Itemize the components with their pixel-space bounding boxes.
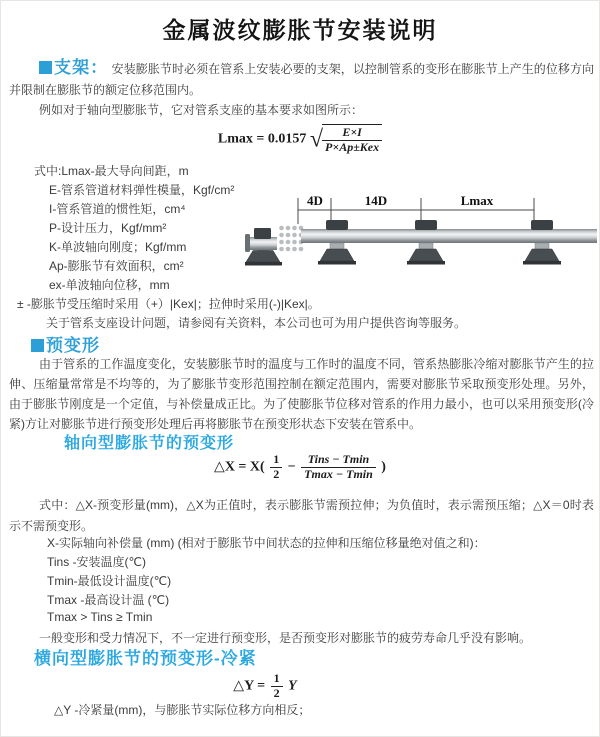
x-definition: X-实际轴向补偿量 (mm) (相对于膨胀节中间状态的拉伸和压缩位移量绝对值之和)： [47,536,486,550]
bellows [277,224,304,253]
section-marker-icon [31,339,44,352]
temp-fraction-numerator: Tins − Tmin [301,453,376,468]
half-numerator: 1 [270,453,282,468]
anchor-base-plate [245,262,282,266]
sqrt-radicand [322,124,382,155]
anchor-base [246,251,280,263]
formula-dx-half [270,453,282,482]
support-section-heading: 支架： [54,58,109,77]
preform-section-heading-row [31,331,100,356]
sqrt-sign: √ [309,126,324,153]
pipe-end-flange [245,234,250,252]
where-line: 式中:Lmax-最大导向间距，m [34,164,189,178]
minus-sign: − [287,459,296,475]
def-item-E: E-管系管道材料弹性模量，Kgf/cm² [49,183,235,197]
axial-note: 一般变形和受力情况下，不一定进行预变形，是否预变形对膨胀节的疲劳寿命几乎没有影响。 [39,631,532,645]
lateral-note: △Y -冷紧量(mm)，与膨胀节实际位移方向相反； [54,703,311,717]
preform-paragraph: 由于管系的工作温度变化，安装膨胀节时的温度与工作时的温度不同，管系热膨胀冷缩对膨胀节产生的拉伸、压缩量常常是不均等的，为了膨胀节变形范围控制在额定范围内，需要对膨胀节采取预变形处理。另外，由于膨胀节刚度是一个定值，与补偿量成正比。为了使膨胀节位移对管系的作用力最小，也可以采用预变形(冷紧)方让对膨胀节进行预变形处理后再将膨胀节在预变形状态下安装在管系中。 [9,357,594,431]
temp-def-tins: Tins -安装温度(℃) [47,555,147,569]
support-intro-text: 安装膨胀节时必须在管系上安装必要的支架，以控制管系的变形在膨胀节上产生的位移方向并限制在膨胀节的额定位移范围内。 [9,62,595,97]
def-item-K: K-单波轴向刚度；Kgf/mm [49,240,187,254]
def-item-P: P-设计压力，Kgf/mm² [49,221,167,235]
axial-explain: 式中：△X-预变形量(mm)，△X为正值时，表示膨胀节需预拉伸；为负值时，表示需预压缩；△X＝0时表示不需预变形。 [9,498,594,533]
support-paragraph [9,57,594,101]
dy-half-numerator: 1 [271,672,283,687]
formula-dy-lhs: △Y = [233,678,266,694]
section-marker-icon [39,61,52,74]
temp-inequality: Tmax > Tins ≥ Tmin [47,610,153,624]
half-denominator: 2 [273,466,280,481]
formula-lmax [1,124,599,155]
dimension-label-14d: 14D [364,193,388,208]
def-item-ex: ex-单波轴向位移，mm [49,278,170,292]
anchor-clamp [254,228,271,239]
formula-dy-half [271,672,283,701]
dimension-label-lmax: Lmax [460,193,494,208]
formula-dx-lhs: △X = X( [214,459,265,475]
temp-fraction-denominator: Tmax − Tmin [304,466,373,481]
page-title: 金属波纹膨胀节安装说明 [162,17,438,43]
dy-half-denominator: 2 [273,685,280,700]
preform-section-heading: 预变形 [46,336,100,355]
formula-lmax-denominator: P×Ap±Kex [325,139,380,154]
pm-note: ± -膨胀节受压缩时采用（+）|Kex|；拉伸时采用(-)|Kex|。 [17,297,320,311]
formula-dy-rhs: Y [288,678,297,694]
temp-def-tmax: Tmax -最高设计温 (℃) [47,593,170,607]
dimension-label-4d: 4D [307,193,323,208]
pipe-support-diagram [245,193,597,285]
main-pipe [301,229,597,243]
lateral-subheading: 横向型膨胀节的预变形-冷紧 [34,649,257,668]
formula-delta-y [0,672,564,701]
def-item-Ap: Ap-膨胀节有效面积，cm² [49,259,184,273]
temp-def-tmin: Tmin-最低设计温度(℃) [47,574,172,588]
formula-lmax-numerator: E×I [322,126,382,141]
formula-lmax-lhs: Lmax = 0.0157 [217,131,307,147]
close-paren: ) [381,459,386,475]
formula-delta-x [1,453,599,482]
formula-lmax-fraction [322,126,382,155]
axial-subheading: 轴向型膨胀节的预变形 [64,435,235,452]
support-example-line: 例如对于轴向型膨胀节，它对管系支座的基本要求如图所示： [39,103,364,117]
service-note: 关于管系支座设计问题，请参阅有关资料，本公司也可为用户提供咨询等服务。 [46,316,467,330]
def-item-I: I-管系管道的惯性矩，cm⁴ [49,202,186,216]
formula-dx-temp-fraction [301,453,376,482]
